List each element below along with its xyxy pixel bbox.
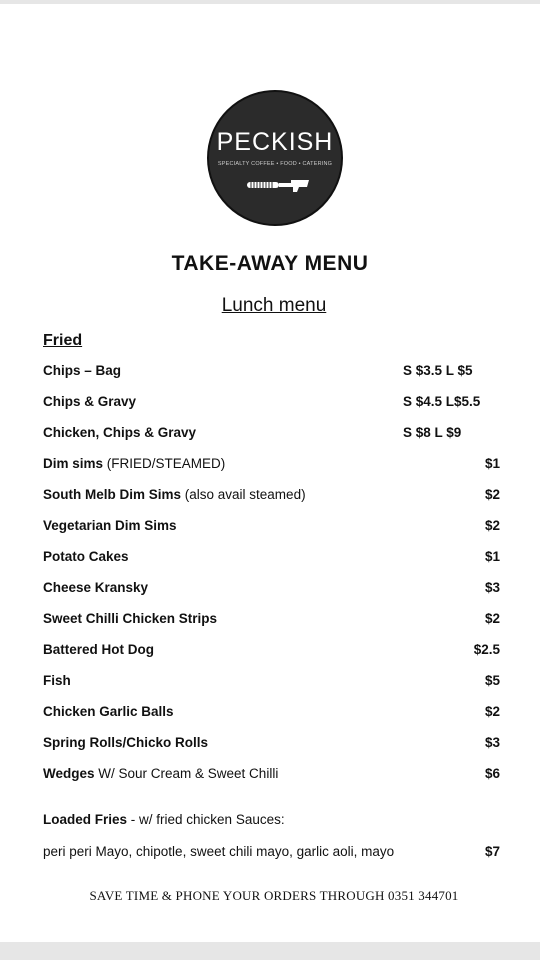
item-price: S $8 L $9 <box>403 425 462 440</box>
item-price: $2 <box>484 611 500 626</box>
item-label <box>43 394 136 409</box>
menu-item-row <box>43 611 500 631</box>
item-price: $2 <box>484 487 500 502</box>
item-note: (also avail steamed) <box>181 487 306 502</box>
menu-item-row <box>43 580 500 600</box>
item-label <box>43 580 148 595</box>
menu-subtitle: Lunch menu <box>221 295 327 316</box>
menu-item-row <box>43 642 500 662</box>
item-name: Dim sims <box>43 456 104 471</box>
sauce-list: peri peri Mayo, chipotle, sweet chili mayo, garlic aoli, mayo <box>43 844 395 859</box>
menu-item-row <box>43 425 500 445</box>
item-label <box>43 642 154 657</box>
item-label <box>43 363 121 378</box>
item-name: South Melb Dim Sims <box>43 487 182 502</box>
loaded-fries-label <box>43 812 285 827</box>
item-note: W/ Sour Cream & Sweet Chilli <box>94 766 279 781</box>
item-note: - w/ fried chicken Sauces: <box>127 812 285 827</box>
footer-phone-note: SAVE TIME & PHONE YOUR ORDERS THROUGH 0351 344701 <box>89 888 459 903</box>
item-note: (FRIED/STEAMED) <box>103 456 226 471</box>
item-name: Loaded Fries <box>43 812 128 827</box>
item-label <box>43 518 177 533</box>
item-price: S $3.5 L $5 <box>403 363 473 378</box>
item-price: $2 <box>484 704 500 719</box>
item-name: Chips – Bag <box>43 363 122 378</box>
item-name: Cheese Kransky <box>43 580 149 595</box>
item-label <box>43 549 129 564</box>
peckish-logo <box>207 90 343 226</box>
item-label <box>43 611 217 626</box>
item-label <box>43 735 208 750</box>
menu-item-row <box>43 766 500 786</box>
item-name: Vegetarian Dim Sims <box>43 518 177 533</box>
item-name: Chicken Garlic Balls <box>43 704 174 719</box>
item-price: $5 <box>484 673 500 688</box>
logo-name: PECKISH <box>216 128 334 156</box>
menu-item-row <box>43 704 500 724</box>
item-name: Potato Cakes <box>43 549 129 564</box>
item-label <box>43 425 196 440</box>
item-label <box>43 673 71 688</box>
menu-item-row <box>43 735 500 755</box>
logo-tagline: SPECIALTY COFFEE • FOOD • CATERING <box>217 161 333 167</box>
menu-item-row <box>43 487 500 507</box>
item-price: $7 <box>484 844 500 859</box>
menu-item-row <box>43 456 500 476</box>
item-price: $1 <box>484 456 500 471</box>
item-label <box>43 456 225 471</box>
item-label <box>43 766 278 781</box>
coffee-portafilter-icon <box>247 178 309 194</box>
item-price: $6 <box>484 766 500 781</box>
item-price: S $4.5 L$5.5 <box>403 394 481 409</box>
menu-item-row <box>43 518 500 538</box>
item-name: Battered Hot Dog <box>43 642 154 657</box>
item-price: $1 <box>484 549 500 564</box>
menu-item-row <box>43 394 500 414</box>
item-price: $2.5 <box>473 642 500 657</box>
item-price: $3 <box>484 735 500 750</box>
item-name: Spring Rolls/Chicko Rolls <box>43 735 209 750</box>
loaded-fries-row <box>43 812 500 832</box>
section-heading-fried: Fried <box>43 332 83 349</box>
item-name: Sweet Chilli Chicken Strips <box>43 611 218 626</box>
menu-item-row <box>43 363 500 383</box>
item-name: Wedges <box>43 766 95 781</box>
menu-item-row <box>43 549 500 569</box>
menu-page <box>0 4 540 942</box>
item-name: Chips & Gravy <box>43 394 137 409</box>
menu-item-row <box>43 673 500 693</box>
loaded-fries-sauces-row <box>43 844 500 864</box>
item-label <box>43 487 306 502</box>
item-price: $2 <box>484 518 500 533</box>
item-price: $3 <box>484 580 500 595</box>
item-name: Fish <box>43 673 71 688</box>
item-name: Chicken, Chips & Gravy <box>43 425 197 440</box>
page-title: TAKE-AWAY MENU <box>171 252 369 275</box>
item-label <box>43 704 174 719</box>
